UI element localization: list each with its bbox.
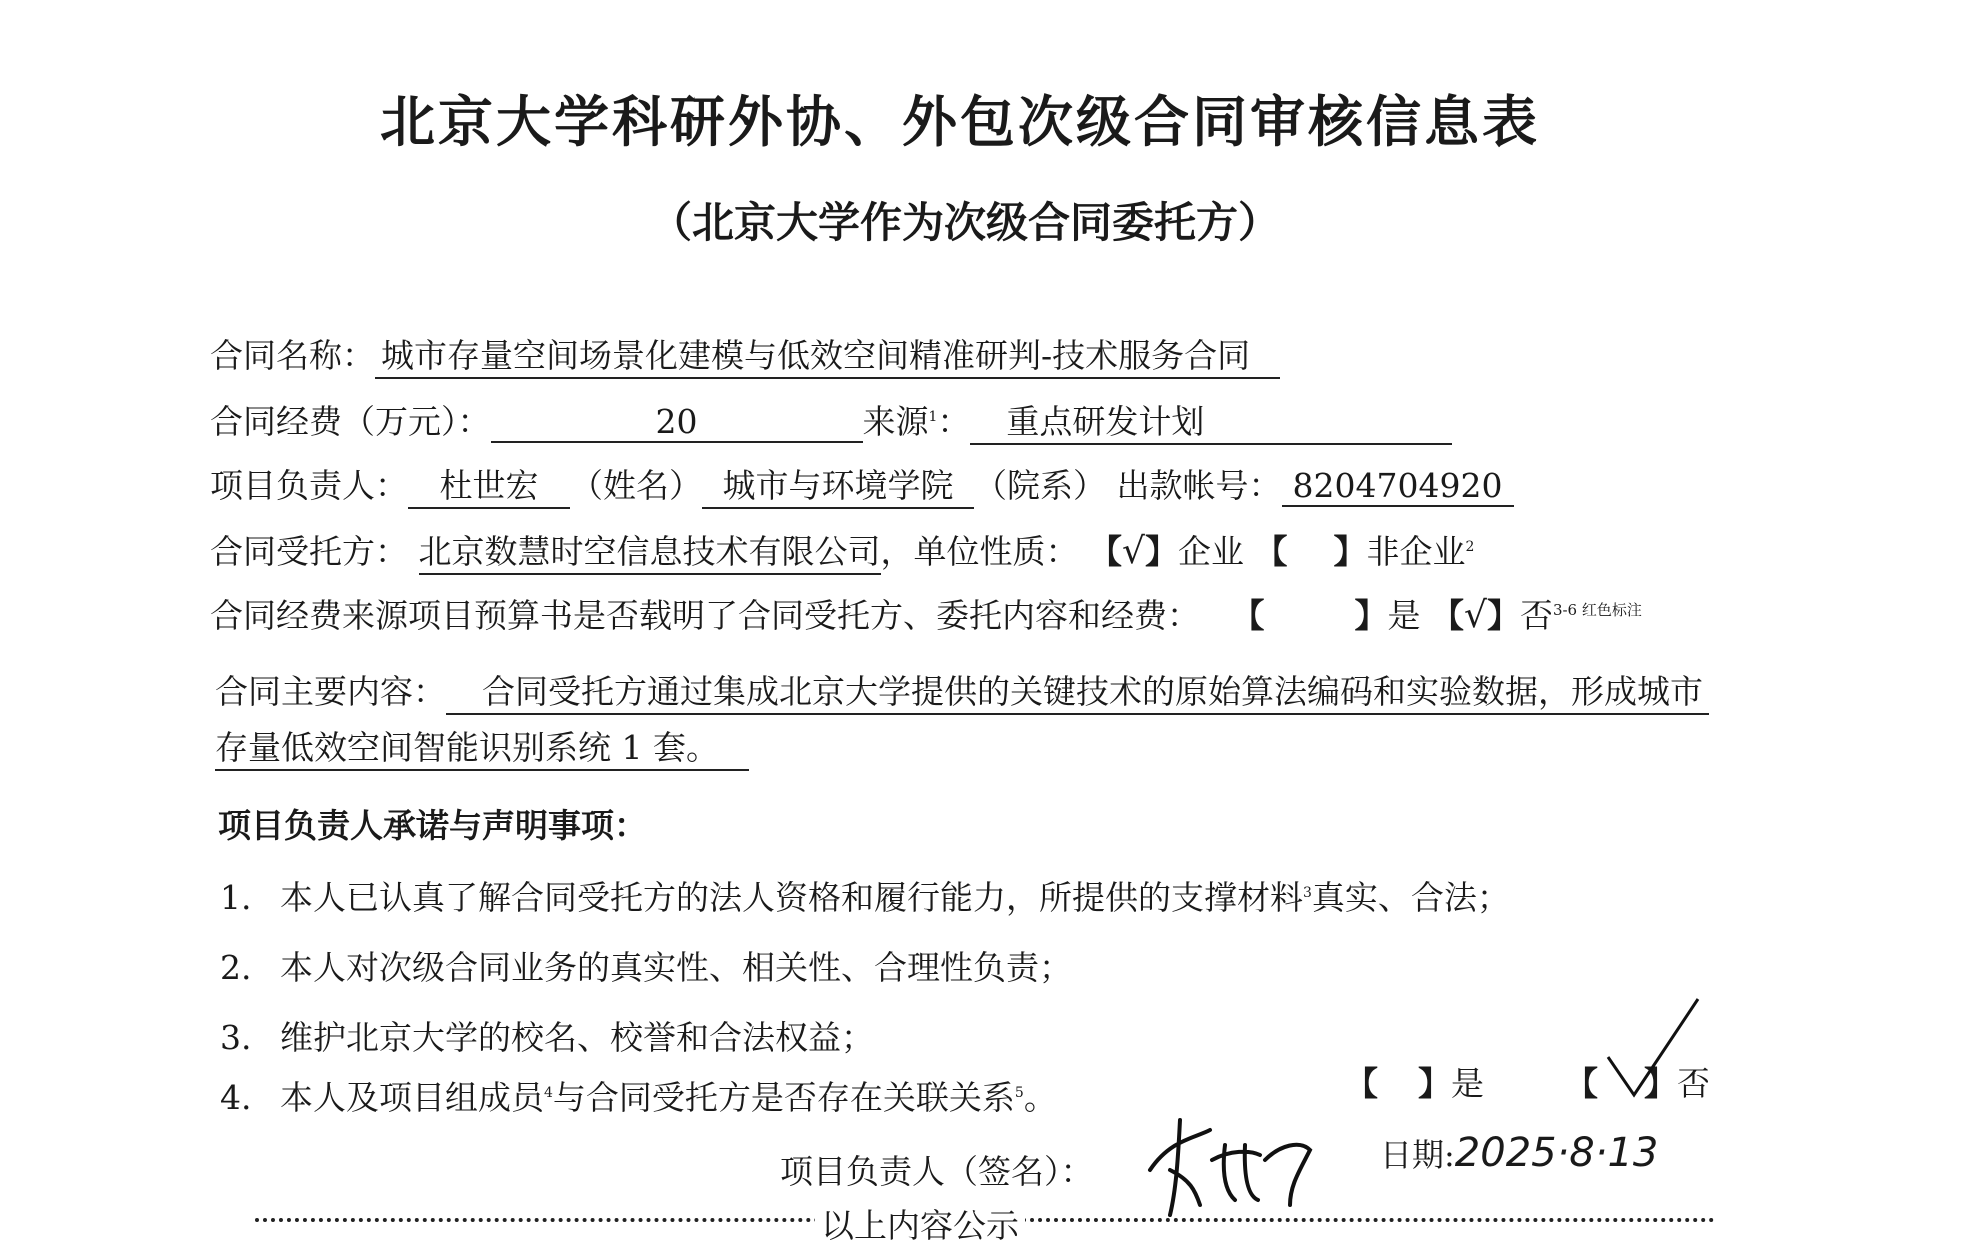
item-number: 3. <box>220 1018 252 1057</box>
red-note: 3-6 红色标注 <box>1552 601 1642 619</box>
leader-label: 项目负责人： <box>210 466 408 505</box>
item-text-tail: 与合同受托方是否存在关联关系 <box>552 1078 1015 1117</box>
bracket-close: 】 <box>1333 532 1367 571</box>
form-subtitle: （北京大学作为次级合同委托方） <box>650 198 1281 247</box>
handwritten-signature <box>1140 1110 1320 1220</box>
item-number: 1. <box>220 878 252 917</box>
bracket-close: 】 <box>1486 596 1520 635</box>
contract-name-label: 合同名称： <box>210 336 375 375</box>
related-no: 否 <box>1677 1064 1710 1103</box>
item-text: 本人对次级合同业务的真实性、相关性、合理性负责； <box>280 948 1072 987</box>
bracket-open: 【 <box>1345 1064 1378 1103</box>
contract-name-row <box>210 330 1280 379</box>
trustee-name: 北京数慧时空信息技术有限公司 <box>419 526 881 575</box>
trustee-row <box>210 526 1474 575</box>
bracket-open: 【 <box>1089 532 1122 571</box>
main-content-row <box>215 666 1709 715</box>
related-yes: 是 <box>1451 1064 1484 1103</box>
public-notice-text: 以上内容公示 <box>815 1200 1025 1247</box>
commitment-item <box>220 1072 1057 1119</box>
date-value: 2025·8·13 <box>1454 1130 1659 1176</box>
commitment-item <box>220 942 1072 989</box>
content-line-1: 合同受托方通过集成北京大学提供的关键技术的原始算法编码和实验数据，形成城市 <box>446 666 1709 715</box>
non-enterprise-footnote: 2 <box>1465 539 1475 555</box>
content-line-2: 存量低效空间智能识别系统 1 套。 <box>215 722 749 771</box>
dept-hint: （院系） <box>974 466 1106 505</box>
main-content-row-2 <box>215 722 749 771</box>
bracket-open: 【 <box>1565 1064 1598 1103</box>
commitment-item <box>220 872 1510 919</box>
signature-label: 项目负责人（签名）： <box>780 1152 1094 1191</box>
item-text: 维护北京大学的校名、校誉和合法权益； <box>280 1018 874 1057</box>
bracket-open: 【 <box>1254 532 1288 571</box>
source-value: 重点研发计划 <box>970 396 1452 445</box>
bracket-open: 【 <box>1430 596 1464 635</box>
bracket-open: 【 <box>1231 596 1265 635</box>
nature-label: ，单位性质： <box>880 532 1079 571</box>
enterprise-option: 企业 <box>1177 532 1244 571</box>
source-label: 来源 <box>862 402 929 441</box>
bracket-close: 】 <box>1644 1064 1677 1103</box>
name-hint: （姓名） <box>570 466 702 505</box>
enterprise-check: √ <box>1122 531 1145 572</box>
budget-no: 否 <box>1519 596 1553 635</box>
date-label: 日期: <box>1380 1136 1455 1174</box>
item-text: 本人及项目组成员 <box>280 1078 544 1117</box>
budget-question: 合同经费来源项目预算书是否载明了合同受托方、委托内容和经费： <box>210 596 1200 635</box>
bracket-close: 】 <box>1144 532 1178 571</box>
budget-yes: 是 <box>1387 596 1421 635</box>
account-number: 8204704920 <box>1282 466 1514 507</box>
item-number: 4. <box>220 1078 252 1117</box>
item-footnote: 5 <box>1014 1085 1024 1101</box>
form-title: 北京大学科研外协、外包次级合同审核信息表 <box>380 89 1541 154</box>
department: 城市与环境学院 <box>702 460 974 509</box>
item-end: 。 <box>1023 1078 1057 1117</box>
bracket-close: 】 <box>1418 1064 1451 1103</box>
account-label: 出款帐号： <box>1116 466 1282 505</box>
fee-value: 20 <box>491 402 863 443</box>
item-text: 本人已认真了解合同受托方的法人资格和履行能力，所提供的支撑材料 <box>280 878 1303 917</box>
source-footnote: 1 <box>928 409 938 425</box>
item-footnote: 4 <box>544 1085 553 1101</box>
related-no-checkmark <box>1600 995 1710 1105</box>
contract-fee-row <box>210 396 1452 445</box>
leader-name: 杜世宏 <box>408 460 570 509</box>
fee-label: 合同经费（万元）： <box>210 402 491 441</box>
leader-row <box>210 460 1514 509</box>
item-text-tail: 真实、合法； <box>1311 878 1510 917</box>
trustee-label: 合同受托方： <box>210 532 408 571</box>
commitments-heading: 项目负责人承诺与声明事项： <box>218 806 647 845</box>
commitment-item <box>220 1012 874 1059</box>
bracket-close: 】 <box>1354 596 1388 635</box>
budget-question-row <box>210 590 1642 637</box>
non-enterprise-option: 非企业 <box>1366 532 1466 571</box>
item-number: 2. <box>220 948 252 987</box>
source-colon: ： <box>937 402 971 441</box>
contract-name-value: 城市存量空间场景化建模与低效空间精准研判-技术服务合同 <box>375 330 1280 379</box>
content-label: 合同主要内容： <box>215 672 446 711</box>
signature-date <box>1380 1130 1658 1176</box>
budget-no-check: √ <box>1463 595 1487 636</box>
item-footnote: 3 <box>1303 885 1312 901</box>
